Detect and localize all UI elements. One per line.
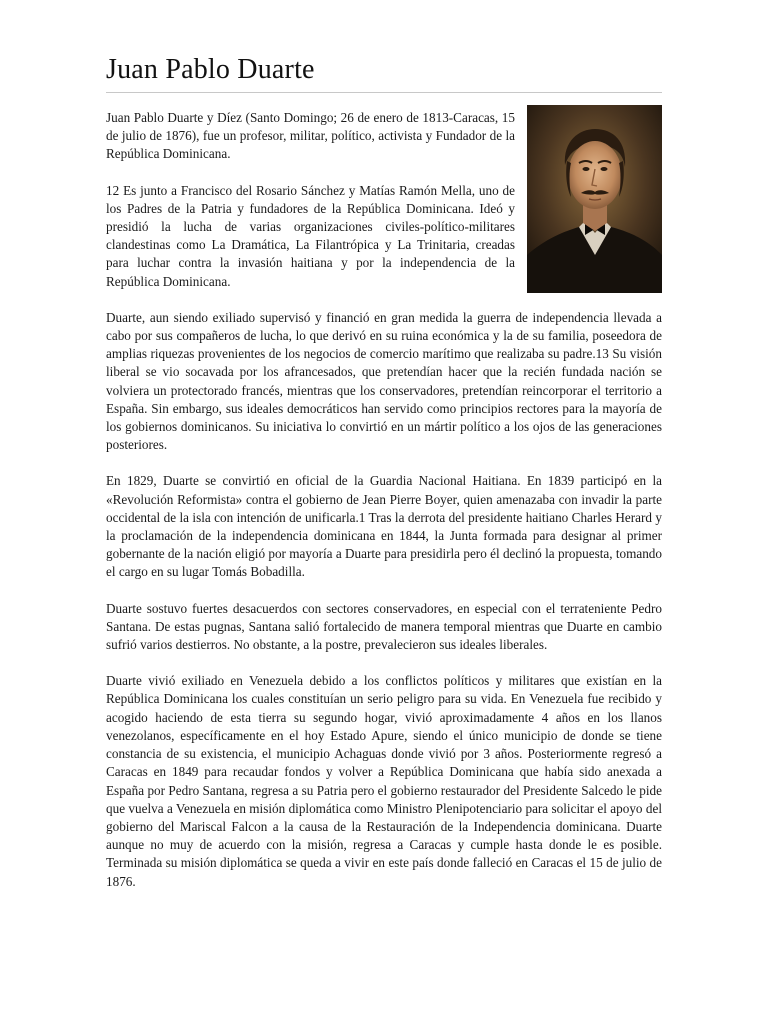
paragraph-exile: Duarte, aun siendo exiliado supervisó y financió en gran medida la guerra de independencia llevada a cabo por sus compañeros de lucha, lo que derivó en su ruina económica y la de su familia, poseedora de amplias riquezas provenientes de los negocios de comercio marítimo que realizaba su padre.13 Su visión liberal se vio socavada por los afrancesados, que pretendían hacer que la recién fundada nación se volviera un protectorado francés, mientras que los conservadores, pretendían reincorporar el territorio a España. Sin embargo, sus ideales democráticos han servido como principios rectores para la mayoría de los gobiernos dominicanos. Su iniciativa lo convirtió en un mártir político a los ojos de las generaciones posteriores.: [106, 309, 662, 453]
paragraph-intro: Juan Pablo Duarte y Díez (Santo Domingo; 26 de enero de 1813-Caracas, 15 de julio de 1876), fue un profesor, militar, político, activista y Fundador de la República Dominicana.: [106, 110, 515, 162]
intro-section: [106, 109, 662, 291]
document-page: [106, 52, 662, 909]
paragraph-santana: Duarte sostuvo fuertes desacuerdos con sectores conservadores, en especial con el terrateniente Pedro Santana. De estas pugnas, Santana salió fortalecido de manera temporal mientras que Duarte en cambio sufrió varios destierros. No obstante, a la postre, prevalecieron sus ideales liberales.: [106, 600, 662, 653]
paragraph-1829: En 1829, Duarte se convirtió en oficial de la Guardia Nacional Haitiana. En 1839 participó en la «Revolución Reformista» contra el gobierno de Jean Pierre Boyer, quien amenazaba con invadir la parte occidental de la isla con intención de unificarla.1 Tras la derrota del presidente haitiano Charles Herard y la proclamación de la independencia dominicana en 1844, la Junta formada para designar al primer gobernante de la nación eligió por mayoría a Duarte para presidirla pero él declinó la propuesta, tomando el cargo en su lugar Tomás Bobadilla.: [106, 473, 662, 580]
title-divider: [106, 92, 662, 93]
paragraph-venezuela: Duarte vivió exiliado en Venezuela debido a los conflictos políticos y militares que existían en la República Dominicana los cuales constituían un serio peligro para su vida. En Venezuela fue recibido y acogido haciendo de esta tierra su segundo hogar, vivió aproximadamente 4 años en los llanos venezolanos, específicamente en el hoy Estado Apure, siendo el único municipio de donde se tiene constancia de su existencia, el municipio Achaguas donde vivió por 3 años. Posteriormente regresó a Caracas en 1849 para recaudar fondos y volver a República Dominicana que había sido anexada a España por Pedro Santana, regresa a su Patria pero el gobierno restaurador del Presidente Salcedo le pide que vuelva a Venezuela en misión diplomática como Ministro Plenipotenciario para solicitar el apoyo del gobierno del Mariscal Falcon a la causa de la Restauración de la Independencia dominicana. Duarte aunque no muy de acuerdo con la misión, regresa a Caracas y cumple hasta donde le es posible. Terminada su misión diplomática se queda a vivir en este país donde falleció en Caracas el 15 de julio de 1876.: [106, 673, 662, 889]
portrait-image: [527, 105, 662, 293]
paragraph-founders: 12 Es junto a Francisco del Rosario Sánchez y Matías Ramón Mella, uno de los Padres de la Patria y fundadores de la República Dominicana. Ideó y presidió la lucha de varias organizaciones civiles-político-militares clandestinas como La Dramática, La Filantrópica y La Trinitaria, creadas para luchar contra la invasión haitiana y por la independencia de la República Dominicana.: [106, 182, 515, 289]
page-title: Juan Pablo Duarte: [106, 54, 315, 85]
